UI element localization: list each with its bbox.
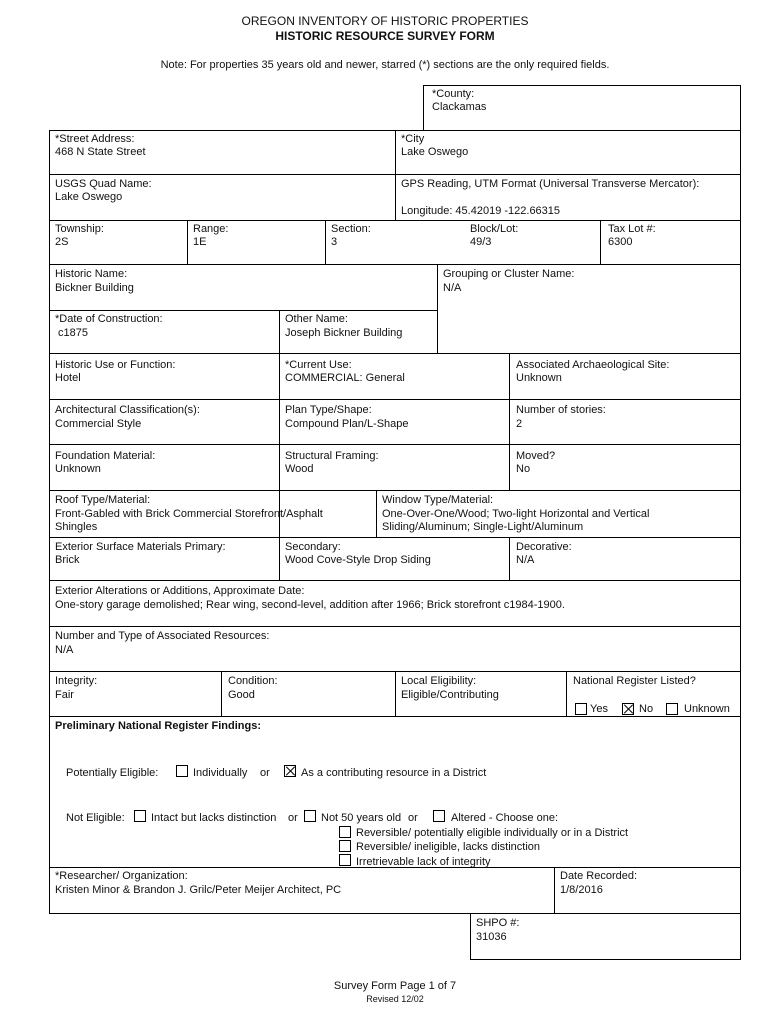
district-checkbox[interactable] [284,765,296,777]
assoc-resources-label: Number and Type of Associated Resources: [55,630,270,642]
historic-use-label: Historic Use or Function: [55,359,176,371]
potentially-eligible-label: Potentially Eligible: [66,767,159,779]
col-divider [437,264,438,353]
not-50-checkbox[interactable] [304,810,316,822]
irretrievable-checkbox[interactable] [339,854,351,866]
window-label: Window Type/Material: [382,494,494,506]
date-construction-label: *Date of Construction: [55,313,163,325]
intact-label: Intact but lacks distinction [151,812,277,824]
historic-name-label: Historic Name: [55,268,128,280]
tax-lot-label: Tax Lot #: [608,223,656,235]
condition-label: Condition: [228,675,278,687]
date-recorded-label: Date Recorded: [560,870,638,882]
col-divider [279,310,280,537]
irretrievable-label: Irretrievable lack of integrity [356,856,491,868]
altered-label: Altered - Choose one: [451,812,559,824]
tax-lot-value[interactable]: 6300 [608,236,633,248]
col-divider [566,671,567,716]
altered-checkbox[interactable] [433,810,445,822]
row-divider [49,626,741,627]
window-value-line1[interactable]: One-Over-One/Wood; Two-light Horizontal and Vertical [382,508,650,520]
row-divider [49,310,437,311]
nr-yes-checkbox[interactable] [575,703,587,715]
county-label: *County: [432,88,475,100]
arch-class-value[interactable]: Commercial Style [55,418,142,430]
township-label: Township: [55,223,104,235]
individually-label: Individually [193,767,248,779]
shpo-left-border [470,913,471,960]
range-label: Range: [193,223,229,235]
nr-unknown-checkbox[interactable] [666,703,678,715]
current-use-value[interactable]: COMMERCIAL: General [285,372,405,384]
stories-label: Number of stories: [516,404,606,416]
nr-unknown-label: Unknown [684,703,730,715]
exterior-primary-value[interactable]: Brick [55,554,80,566]
col-divider [279,537,280,580]
integrity-label: Integrity: [55,675,98,687]
structural-label: Structural Framing: [285,450,379,462]
plan-type-label: Plan Type/Shape: [285,404,372,416]
foundation-value[interactable]: Unknown [55,463,101,475]
researcher-label: *Researcher/ Organization: [55,870,188,882]
roof-value-line1[interactable]: Front-Gabled with Brick Commercial Storefront/Asphalt [55,508,323,520]
shpo-value[interactable]: 31036 [476,931,507,943]
plan-type-value[interactable]: Compound Plan/L-Shape [285,418,409,430]
col-divider [187,220,188,264]
right-border [740,85,741,960]
shpo-bottom-border [470,959,741,960]
col-divider [376,490,377,537]
township-value[interactable]: 2S [55,236,69,248]
arch-class-label: Architectural Classification(s): [55,404,200,416]
decorative-value[interactable]: N/A [516,554,535,566]
county-value[interactable]: Clackamas [432,101,487,113]
other-name-label: Other Name: [285,313,348,325]
grouping-label: Grouping or Cluster Name: [443,268,575,280]
foundation-label: Foundation Material: [55,450,156,462]
nr-no-label: No [639,703,654,715]
form-note: Note: For properties 35 years old and newer, starred (*) sections are the only required fields. [160,59,610,71]
row-divider [49,716,741,717]
row-divider [49,444,741,445]
col-divider [395,671,396,716]
structural-value[interactable]: Wood [285,463,314,475]
moved-label: Moved? [516,450,556,462]
not-50-label: Not 50 years old [321,812,402,824]
roof-value-line2[interactable]: Shingles [55,521,98,533]
archaeological-site-label: Associated Archaeological Site: [516,359,670,371]
row-divider [49,353,741,354]
moved-value[interactable]: No [516,463,531,475]
reversible-eligible-checkbox[interactable] [339,826,351,838]
alterations-label: Exterior Alterations or Additions, Approximate Date: [55,585,305,597]
date-construction-value[interactable]: c1875 [58,327,88,339]
findings-title: Preliminary National Register Findings: [55,720,261,732]
nr-yes-label: Yes [590,703,608,715]
block-lot-label: Block/Lot: [470,223,519,235]
historic-name-value[interactable]: Bickner Building [55,282,134,294]
street-address-value[interactable]: 468 N State Street [55,146,146,158]
street-address-label: *Street Address: [55,133,135,145]
row-divider [49,490,741,491]
reversible-eligible-label: Reversible/ potentially eligible individually or in a District [356,827,629,839]
window-value-line2[interactable]: Sliding/Aluminum; Single-Light/Aluminum [382,521,584,533]
col-divider [221,671,222,716]
date-recorded-value[interactable]: 1/8/2016 [560,884,603,896]
left-border [49,130,50,914]
local-eligibility-value[interactable]: Eligible/Contributing [401,689,499,701]
col-divider [325,220,326,264]
city-label: *City [401,133,425,145]
col-divider [600,220,601,264]
or-text: or [288,812,298,824]
col-divider [554,867,555,913]
nr-listed-label: National Register Listed? [573,675,696,687]
range-value[interactable]: 1E [193,236,207,248]
county-left-border [423,85,424,130]
gps-label: GPS Reading, UTM Format (Universal Transverse Mercator): [401,178,700,190]
usgs-quad-label: USGS Quad Name: [55,178,152,190]
archaeological-site-value[interactable]: Unknown [516,372,562,384]
city-value[interactable]: Lake Oswego [401,146,469,158]
form-agency-title: OREGON INVENTORY OF HISTORIC PROPERTIES [241,14,529,28]
revised-note: Revised 12/02 [366,994,424,1004]
row-divider [49,913,741,914]
intact-checkbox[interactable] [134,810,146,822]
reversible-ineligible-label: Reversible/ ineligible, lacks distinction [356,841,541,853]
not-eligible-label: Not Eligible: [66,812,125,824]
form-title: HISTORIC RESOURCE SURVEY FORM [275,29,495,43]
page-number: Survey Form Page 1 of 7 [333,980,457,992]
row-divider [49,264,741,265]
current-use-label: *Current Use: [285,359,352,371]
row-divider [49,580,741,581]
historic-use-value[interactable]: Hotel [55,372,81,384]
roof-label: Roof Type/Material: [55,494,151,506]
decorative-label: Decorative: [516,541,572,553]
col-divider [509,537,510,580]
section-value[interactable]: 3 [331,236,338,248]
alterations-value[interactable]: One-story garage demolished; Rear wing, second-level, addition after 1966; Brick storefront c1984-1900. [55,599,565,611]
col-divider [395,130,396,220]
usgs-quad-value[interactable]: Lake Oswego [55,191,123,203]
individually-checkbox[interactable] [176,765,188,777]
col-divider [509,353,510,490]
or-text: or [408,812,418,824]
row-divider [49,537,741,538]
section-label: Section: [331,223,371,235]
shpo-label: SHPO #: [476,917,520,929]
condition-value[interactable]: Good [228,689,255,701]
integrity-value[interactable]: Fair [55,689,74,701]
gps-value[interactable]: Longitude: 45.42019 -122.66315 [401,205,561,217]
local-eligibility-label: Local Eligibility: [401,675,477,687]
researcher-value[interactable]: Kristen Minor & Brandon J. Grilc/Peter Meijer Architect, PC [55,884,342,896]
stories-value[interactable]: 2 [516,418,523,430]
nr-no-checkbox[interactable] [622,703,634,715]
assoc-resources-value[interactable]: N/A [55,644,74,656]
county-top-border [423,85,741,86]
block-lot-value[interactable]: 49/3 [470,236,492,248]
district-label: As a contributing resource in a District [301,767,487,779]
exterior-primary-label: Exterior Surface Materials Primary: [55,541,226,553]
reversible-ineligible-checkbox[interactable] [339,840,351,852]
secondary-value[interactable]: Wood Cove-Style Drop Siding [285,554,431,566]
secondary-label: Secondary: [285,541,341,553]
other-name-value[interactable]: Joseph Bickner Building [285,327,403,339]
row-divider [49,220,741,221]
or-text: or [260,767,270,779]
grouping-value[interactable]: N/A [443,282,462,294]
row-divider [49,399,741,400]
